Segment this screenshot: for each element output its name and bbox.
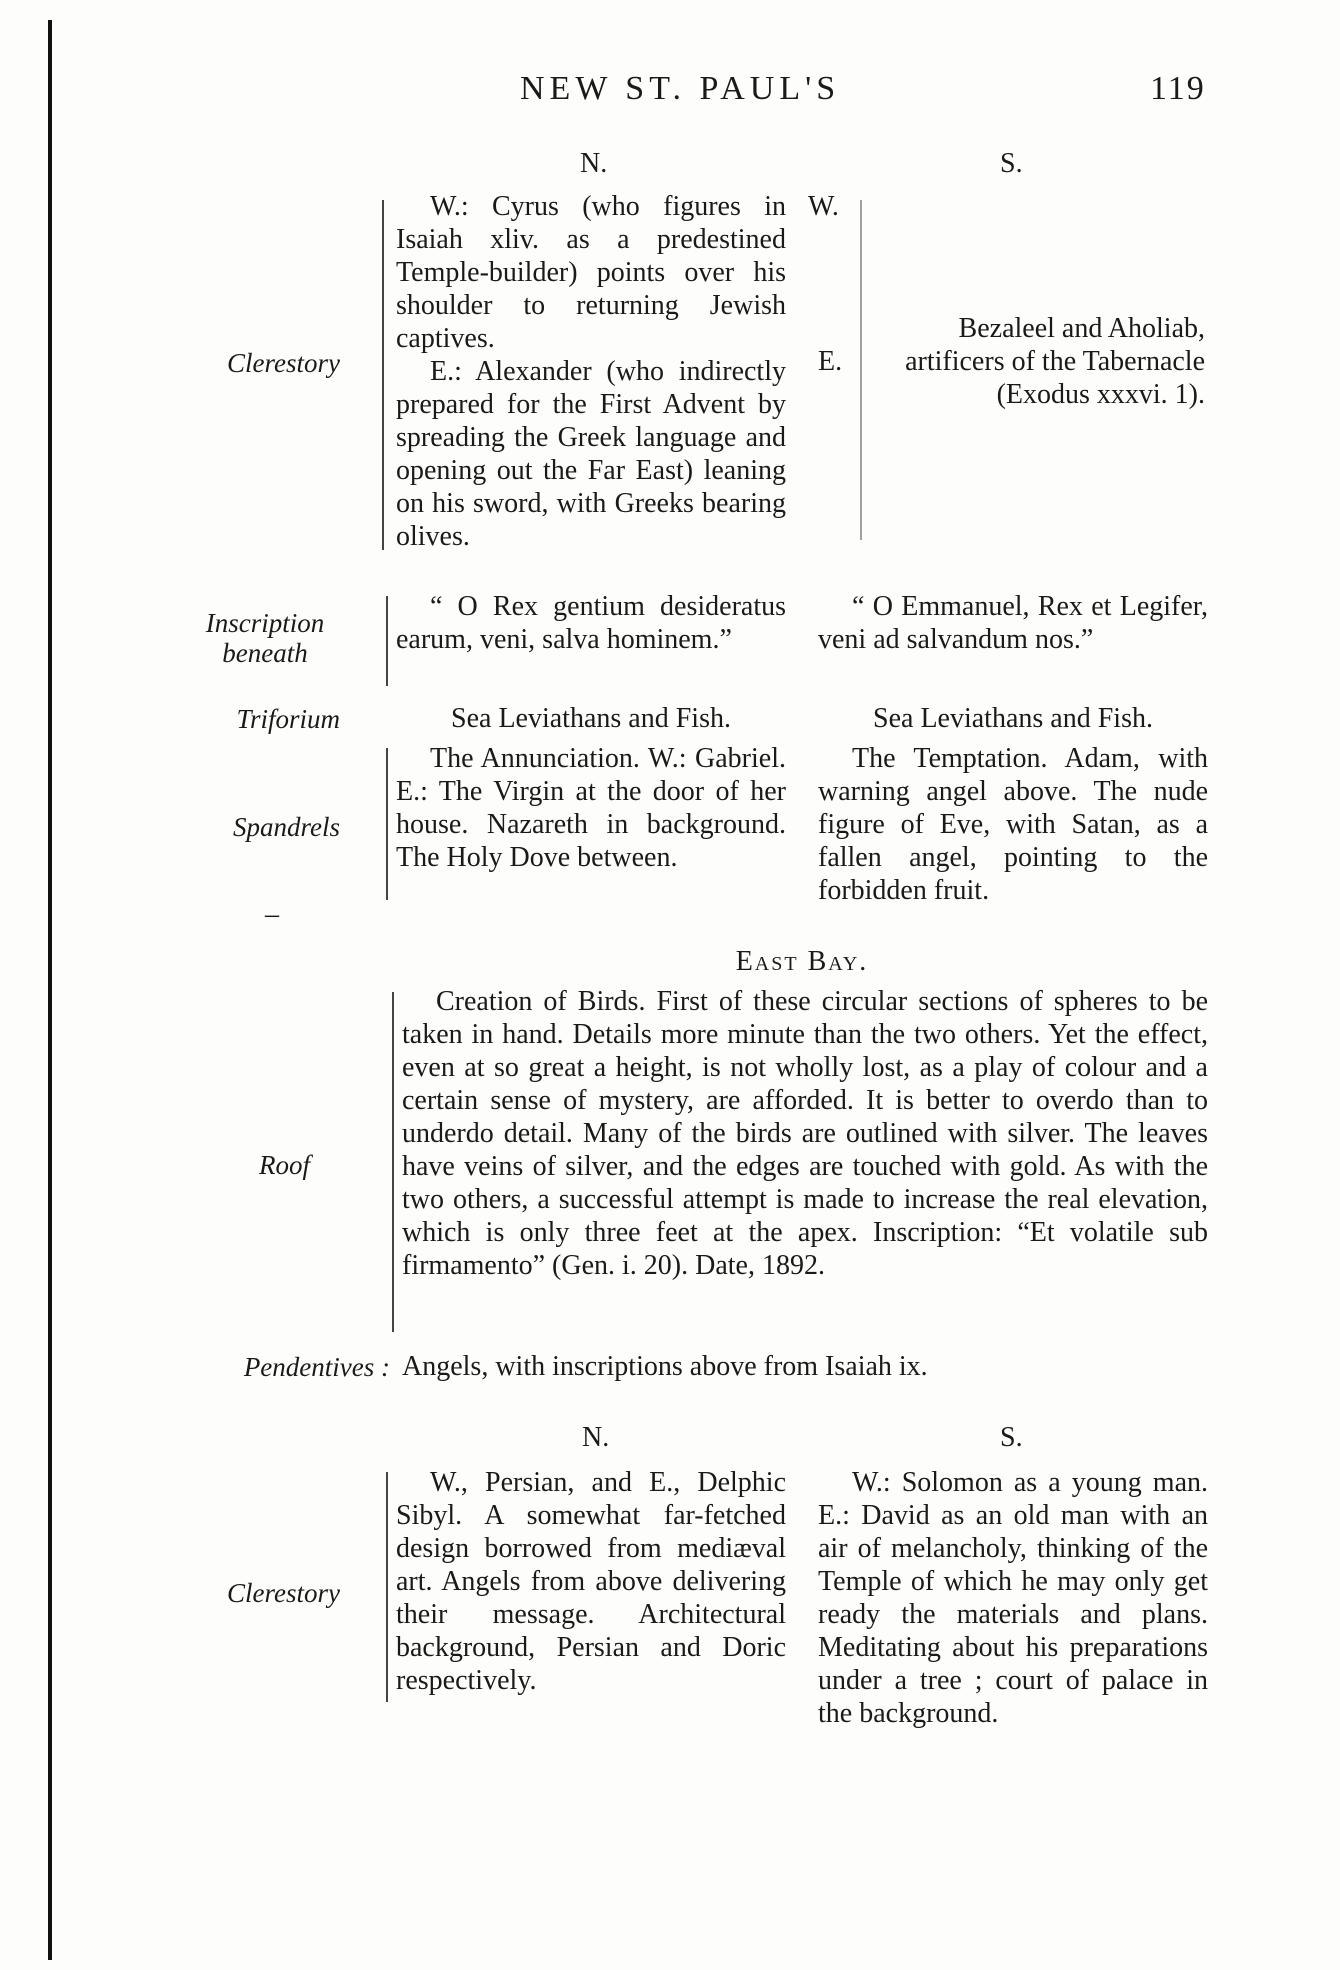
brace-clerestory-2 [386,1472,388,1702]
brace-spandrels [386,748,388,900]
pendentives-text: Angels, with inscriptions above from Isaiah ix. [402,1351,928,1382]
clerestory-south-text: Bezaleel and Aholiab, artificers of the Tabernacle (Exodus xxxvi. 1). [905,313,1205,410]
triforium-south-text: Sea Leviathans and Fish. [873,703,1153,734]
running-head-title: NEW ST. PAUL'S [520,70,841,107]
row-label-triforium: Triforium [236,704,340,734]
brace-inscription [386,596,388,686]
brace-clerestory-south [860,200,862,540]
row-label-spandrels: Spandrels [233,812,340,842]
column-head-north: N. [580,148,608,179]
clerestory-south-west-mark: W. [808,191,839,222]
inscription-north-text: “ O Rex gentium desideratus earum, veni, salva hominem.” [396,591,786,655]
row-label-clerestory: Clerestory [227,348,340,378]
row-label-roof: Roof [259,1150,310,1180]
clerestory-north-text [396,190,786,553]
clerestory-south-east-mark: E. [818,346,843,377]
clerestory-2-south-text: W.: Solomon as a young man. E.: David as an old man with an air of melancholy, thinking of the Temple of which he may only get ready the materials and plans. Meditating about his preparations under a tree ; court of palace in the background. [818,1467,1208,1729]
row-label-inscription-line2: beneath [222,638,308,668]
clerestory-north-east: E.: Alexander (who indirectly prepared for the First Advent by spreading the Greek language and opening out the Far East) leaning on his sword, with Greeks bearing olives. [396,356,786,552]
brace-clerestory-north [382,200,384,550]
spandrels-dash: – [265,899,279,930]
column-head-south: S. [1000,148,1023,179]
triforium-north-text: Sea Leviathans and Fish. [451,703,731,734]
east-bay-heading: East Bay. [735,946,869,977]
inscription-south-text: “ O Emmanuel, Rex et Legifer, veni ad salvandum nos.” [818,591,1208,655]
row-label-pendentives: Pendentives : [243,1352,390,1382]
roof-text: Creation of Birds. First of these circular sections of spheres to be taken in hand. Details more minute than the two others. Yet the effect, even at so great a height, is not wholly lost, as a play of colour and a certain sense of mystery, are afforded. It is better to overdo than to underdo detail. Many of the birds are outlined with silver. The leaves have veins of silver, and the edges are touched with gold. As with the two others, a successful attempt is made to increase the real elevation, which is only three feet at the apex. Inscription: “Et volatile sub firmamento” (Gen. i. 20). Date, 1892. [402,986,1208,1281]
clerestory-north-west: W.: Cyrus (who figures in Isaiah xliv. as a predestined Temple-builder) points over his shoulder to returning Jewish captives. [396,191,786,354]
column-head-south-2: S. [1000,1422,1023,1453]
column-head-north-2: N. [582,1422,610,1453]
clerestory-2-north-text: W., Persian, and E., Delphic Sibyl. A somewhat far-fetched design borrowed from mediæval art. Angels from above delivering their message. Architectural background, Persian and Doric respectively. [396,1467,786,1696]
page-edge-line [48,20,52,1960]
row-label-clerestory-2: Clerestory [227,1578,340,1608]
spandrels-south-text: The Temptation. Adam, with warning angel above. The nude figure of Eve, with Satan, as a fallen angel, pointing to the forbidden fruit. [818,743,1208,906]
page-number: 119 [1150,70,1206,107]
row-label-inscription [180,608,350,668]
row-label-inscription-line1: Inscription [205,608,325,638]
spandrels-north-text: The Annunciation. W.: Gabriel. E.: The Virgin at the door of her house. Nazareth in background. The Holy Dove between. [396,743,786,873]
brace-roof [392,992,394,1332]
